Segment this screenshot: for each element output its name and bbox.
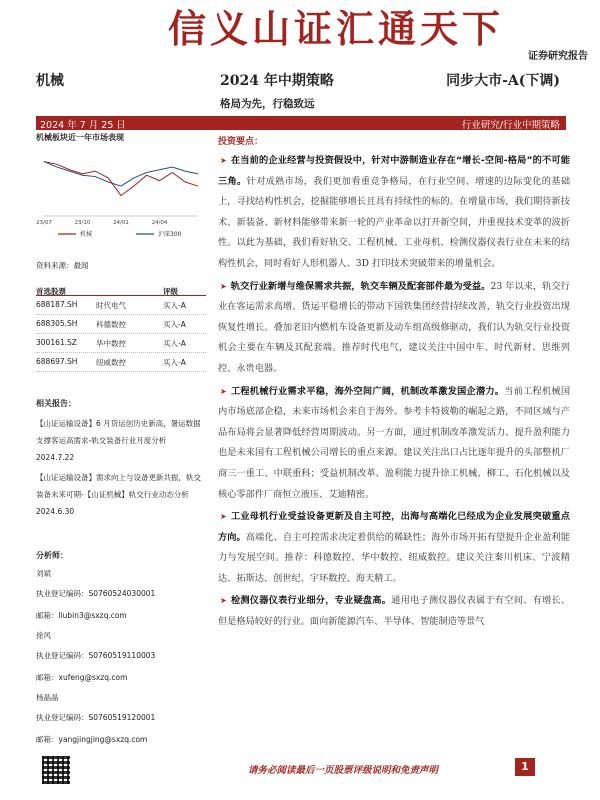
analyst-cert: 执业登记编码：S0760519120001 (36, 713, 156, 722)
related-reports (36, 398, 206, 523)
analyst (36, 627, 206, 689)
stock-name: 科德数控 (96, 320, 126, 329)
related-title: 相关报告： (36, 399, 76, 408)
stock-table-header (36, 282, 206, 296)
analysts-title: 分析师： (36, 551, 68, 560)
x-tick-label: 23/07 (36, 220, 52, 226)
bullet-arrow-icon: ➤ (220, 156, 227, 165)
key-point-body: 通用电子测仪器仪表属于有空间、有增长、但是格局较好的行业。面向新能源汽车、半导体、智能制造等景气 (218, 595, 571, 628)
table-row (36, 296, 206, 315)
analyst-name: 刘斌 (36, 569, 51, 578)
key-point-lead: 工程机械行业需求平稳，海外空间广阔，机制改革激发国企潜力。 (230, 385, 505, 397)
report-label: 证券研究报告 (528, 51, 588, 62)
related-report-link[interactable]: 【山证运输设备】需求向上与设备更新共振，轨交装备未来可期-【山证机械】轨交行业动态分析 2024.6.30 (36, 473, 201, 516)
industry-name: 机械 (36, 73, 64, 89)
stock-table (36, 282, 206, 372)
main-content (218, 134, 570, 635)
key-point-lead: 在当前的企业经营与投资假设中，针对中游制造业存在“增长-空间-格局”的不可能三角。 (218, 155, 570, 187)
brand-banner (0, 0, 600, 64)
industry-rating: 同步大市-A(下调) (446, 73, 560, 89)
stock-name: 纽威数控 (96, 358, 126, 367)
analyst-cert: 执业登记编码：S0760519110003 (36, 651, 156, 660)
key-point-paragraph (218, 507, 570, 589)
disclaimer: 请务必阅读最后一页股票评级说明和免责声明 (248, 765, 439, 776)
x-tick-label: 23/10 (74, 220, 91, 226)
report-category: 行业研究/行业中期策略 (461, 120, 560, 131)
related-report-link[interactable]: 【山证运输设备】6 月货运创历史新高，暑运数据支撑客运高需求-轨交装备行业月度分析 2024.7.22 (36, 419, 201, 462)
table-row (36, 353, 206, 372)
bullet-arrow-icon: ➤ (220, 281, 227, 291)
analyst-email[interactable]: 邮箱：liubin3@sxzq.com (36, 611, 127, 620)
bullet-arrow-icon: ➤ (220, 596, 227, 606)
report-type: 2024 年中期策略 (220, 73, 334, 89)
stock-code: 688187.SH (36, 300, 78, 309)
brand-slogan: 信义山证汇通天下 (168, 6, 505, 51)
stock-rating: 买入-A (163, 301, 186, 310)
sidebar (36, 132, 206, 772)
header-rating: 评级 (163, 287, 178, 296)
chart-title: 机械板块近一年市场表现 (36, 133, 124, 142)
key-point-body: 针对成熟市场，我们更加看重竞争格局，在行业空间、增速的边际变化的基础上，寻找结构性机会，挖掘能够增长且具有持续性的标的。在增量市场，我们期待新技术、新装备、新材料能够带来新一轮的产业革命以打开新空间，并重视技术变革的波折性。以此为基础，我们看好轨交、工程机械、工业母机、检测仪器仪表行业在未来的结构性机会，同时看好人形机器人、3D 打印技术突破带来的增量机会。 (218, 175, 571, 269)
page-footer (0, 752, 600, 800)
table-row (36, 334, 206, 353)
market-chart (36, 132, 206, 248)
x-tick-label: 24/01 (113, 220, 129, 226)
key-point-paragraph (218, 151, 570, 275)
table-row (36, 315, 206, 334)
stock-code: 688697.SH (36, 357, 78, 366)
analyst (36, 565, 206, 627)
analyst-email[interactable]: 邮箱：yangjingjing@sxzq.com (36, 735, 148, 744)
series-line-sector (44, 162, 198, 196)
key-point-body: 当前工程机械国内市场底部企稳，未来市场机会来自于海外。参考卡特彼勒的崛起之路，不同区域与产品布局将会显著降低经营周期波动。另一方面，通过机制改革激发活力、提升盈利能力也是未来国有工程机械公司增长的重点来源。建议关注出口占比逐年提升的头部整机厂商三一重工、中联重科；受益机制改革、盈利能力提升徐工机械、柳工、石化机械以及核心零部件厂商恒立液压、艾迪精密。 (218, 385, 571, 500)
stock-name: 时代电气 (96, 301, 126, 310)
key-point-paragraph (218, 277, 570, 380)
key-point-body: 高端化、自主可控需求决定着供给的稀缺性；海外市场开拓有望提升企业盈利能力与发展空间。推荐：科德数控、华中数控、纽威数控。建议关注秦川机床、宁波精达、拓斯达、创世纪、宇环数控、海天精工。 (218, 531, 570, 584)
analyst-name: 徐风 (36, 631, 51, 640)
stock-rating: 买入-A (163, 320, 186, 329)
bullet-arrow-icon: ➤ (220, 386, 227, 396)
page-number: 1 (515, 758, 535, 776)
analyst (36, 689, 206, 751)
analysts (36, 550, 206, 751)
header-stock: 首选股票 (36, 287, 66, 296)
legend-label: 机械 (80, 231, 93, 238)
date-bar (36, 116, 566, 130)
report-date: 2024 年 7 月 25 日 (40, 120, 126, 131)
data-source: 资料来源：最闻 (36, 261, 89, 270)
key-point-paragraph (218, 591, 570, 632)
report-subtitle: 格局为先，行稳致远 (220, 98, 315, 110)
stock-name: 华中数控 (96, 339, 126, 348)
bullet-arrow-icon: ➤ (220, 512, 227, 522)
key-point-lead: 轨交行业新增与维保需求共振，轨交车辆及配套部件最为受益。 (230, 280, 491, 292)
analyst-name: 杨晶晶 (36, 693, 59, 702)
legend-label: 沪深300 (158, 231, 182, 238)
stock-code: 300161.SZ (36, 338, 77, 347)
key-point-lead: 工业母机行业受益设备更新及自主可控，出海与高端化已经成为企业发展突破重点方向。 (218, 511, 570, 543)
analyst-email[interactable]: 邮箱：xufeng@sxzq.com (36, 673, 128, 682)
key-points-title: 投资要点： (218, 137, 264, 147)
key-point-lead: 检测仪器仪表行业细分，专业疑盘高。 (230, 595, 392, 607)
x-tick-label: 24/04 (151, 220, 168, 226)
key-point-paragraph (218, 382, 570, 506)
qr-code-icon (42, 756, 70, 784)
stock-code: 688305.SH (36, 319, 78, 328)
chart-canvas (36, 142, 206, 246)
stock-rating: 买入-A (163, 358, 186, 367)
stock-rating: 买入-A (163, 339, 186, 348)
key-point-body: 23 年以来，轨交行业在客运需求高增、货运平稳增长的带动下国铁集团经营持续改善，轨交行业投资出现恢复性增长。叠加老旧内燃机车设备更新及动车组高级修驱动，我们认为轨交行业投资机会主要在车辆及其配套端。推荐时代电气，建议关注中国中车、时代新材、思维列控、永贵电器。 (218, 280, 570, 374)
analyst-cert: 执业登记编码：S0760524030001 (36, 589, 156, 598)
